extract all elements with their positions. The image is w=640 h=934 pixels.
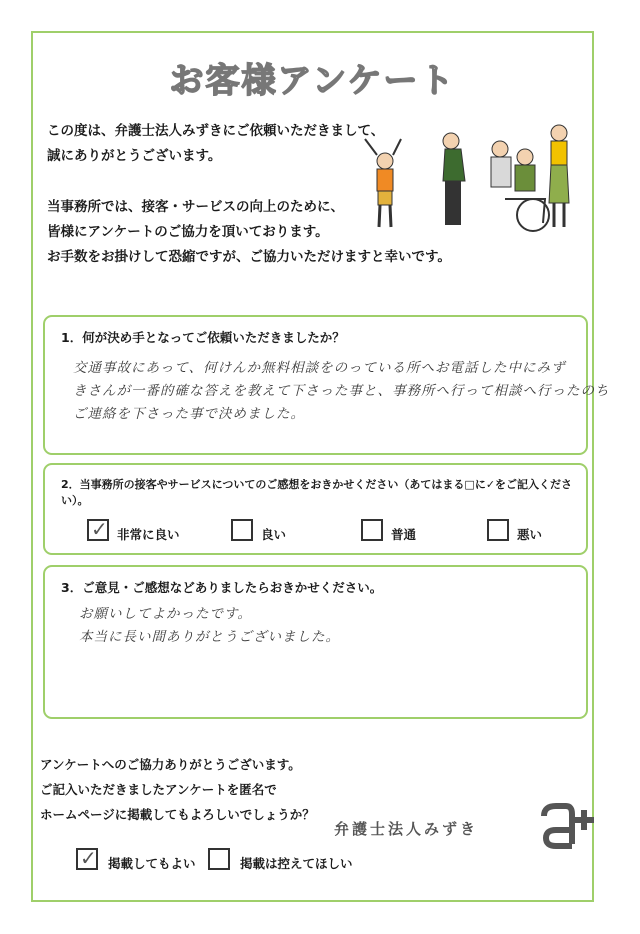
footer-line: ご記入いただきましたアンケートを匿名で [40,782,277,797]
option-average[interactable] [361,517,416,543]
intro-line: 当事務所では、接客・サービスの向上のために、 [47,199,344,215]
office-name: 弁護士法人みずき [334,820,479,838]
question-1-answer-line: きさんが一番的確な答えを教えて下さった事と、事務所へ行って相談へ行ったのち [73,383,610,399]
question-1-title: 1．何が決め手となってご依頼いただきましたか？ [61,330,345,345]
checkbox[interactable] [231,519,253,541]
option-label: 普通 [391,527,417,542]
intro-line: 皆様にアンケートのご協力を頂いております。 [47,224,329,240]
option-bad[interactable] [487,517,542,543]
publish-ok-option[interactable] [76,846,196,872]
question-1-answer-line: 交通事故にあって、何けんか無料相談をのっている所へお電話した中にみず [73,360,566,376]
footer-line: アンケートへのご協力ありがとうございます。 [40,757,301,772]
option-label: 非常に良い [117,527,180,542]
page-title: お客様アンケート [169,61,456,101]
question-3-answer-line: 本当に長い間ありがとうございました。 [79,629,340,645]
option-label: 掲載は控えてほしい [240,856,353,871]
intro-line: お手数をお掛けして恐縮ですが、ご協力いただけますと幸いです。 [47,249,451,265]
option-label: 良い [261,527,287,542]
intro-line: 誠にありがとうございます。 [47,148,222,164]
option-very-good[interactable] [87,517,180,543]
option-label: 掲載してもよい [108,856,196,871]
question-3-box [43,565,588,719]
footer-message [40,752,315,827]
checkbox[interactable] [487,519,509,541]
question-3-title: 3．ご意見・ご感想などありましたらおきかせください。 [61,580,383,595]
publish-decline-option[interactable] [208,846,353,872]
intro-line: この度は、弁護士法人みずきにご依頼いただきまして、 [47,123,385,139]
bowing-man-figure [443,133,465,225]
woman-figure [549,125,569,227]
child-figure [365,139,401,227]
rating-options [45,517,586,547]
footer-line: ホームページに掲載してもよろしいでしょうか？ [40,807,315,822]
question-2-title: 2．当事務所の接客やサービスについてのご感想をおきかせください（あてはまる□に✓をご記入ください）。 [61,478,573,507]
question-1-box [43,315,610,455]
check-mark: ✓ [91,517,108,541]
checkbox[interactable] [76,848,98,870]
question-2-box [43,463,588,555]
wheelchair-group [491,141,549,231]
firm-logo [538,796,596,852]
check-mark: ✓ [80,846,97,870]
question-3-answer-line: お願いしてよかったです。 [79,606,252,622]
checkbox[interactable] [87,519,109,541]
checkbox[interactable] [361,519,383,541]
option-label: 悪い [517,527,543,542]
question-1-answer-line: ご連絡を下さった事で決めました。 [73,406,305,422]
option-good[interactable] [231,517,286,543]
people-illustration [355,119,577,237]
checkbox[interactable] [208,848,230,870]
intro-greeting [47,119,384,169]
